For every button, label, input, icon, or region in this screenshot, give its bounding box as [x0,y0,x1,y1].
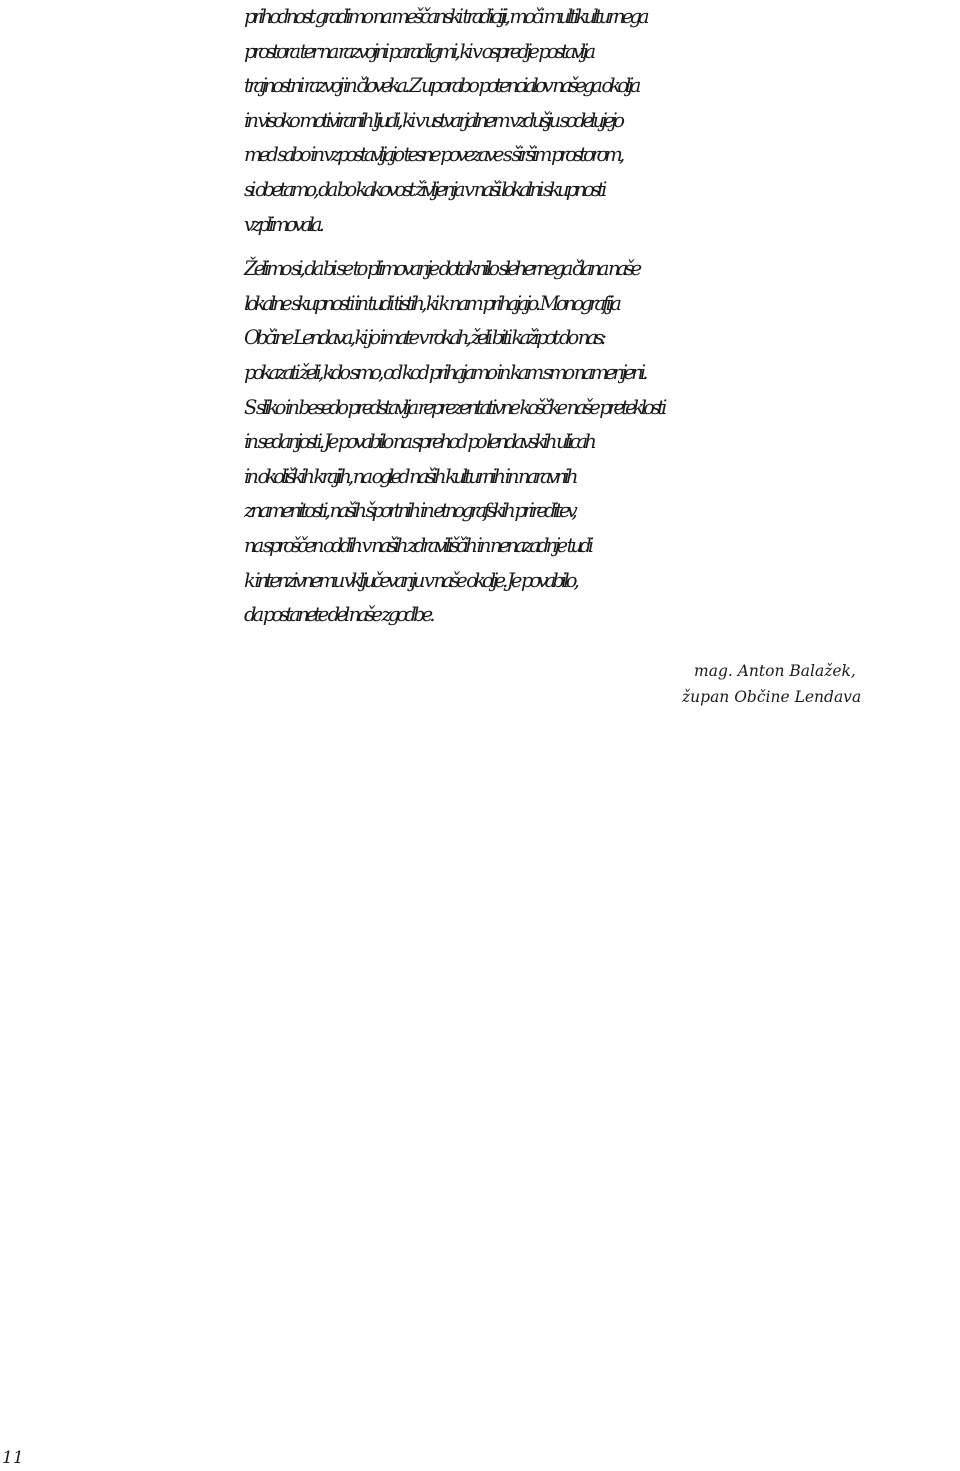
text-line: med sabo in vzpostavljajo tesne povezave s širšim prostorom, [244,143,622,167]
text-line: da postanete del naše zgodbe. [244,603,432,627]
text-line: lokalne skupnosti in tudi tistih, ki k nam prihajajo. Monografija [244,291,618,315]
text-line: S sliko in besedo predstavlja reprezentativne koščke naše preteklosti [244,395,664,419]
paragraph-2 [244,252,960,633]
text-line: pokazati želi, kdo smo, od kod prihajamo in kam smo namenjeni. [244,360,645,384]
text-line: prihodnost gradimo na meščanski tradiciji, moči multikulturnega [244,5,646,28]
paragraph-1 [244,0,960,242]
text-line: in visoko motiviranih ljudi, ki v ustvarjalnem vzdušju sodelujejo [244,108,622,132]
text-line: in sedanjosti. Je povabilo na sprehod po lendavskih ulicah [244,430,594,454]
text-line: na sproščen oddih v naših zdraviliščih in nenazadnje tudi [244,533,591,557]
body-text [244,0,960,633]
signature-block [600,658,930,710]
signature-title: župan Občine Lendava [682,688,862,706]
text-line: Želimo si, da bi se to plimovanje dotaknilo slehernega člana naše [244,257,639,281]
signature-name: mag. Anton Balažek, [694,662,856,680]
text-line: in okoliških krajih, na ogled naših kulturnih in naravnih [244,464,575,488]
text-line: prostora ter na razvojni paradigmi, ki v ospredje postavlja [244,39,593,63]
text-line: trajnostni razvoj in človeka. Z uporabo potencialov našega okolja [244,74,638,98]
text-line: si obetamo, da bo kakovost življenja v naši lokalni skupnosti [244,177,604,201]
text-line: Občine Lendava, ki jo imate v rokah, želi biti kažipot do nas: [244,326,604,350]
text-line: vzplimovala. [244,212,321,236]
page-number: 11 [2,1448,24,1468]
text-line: znamenitosti, naših športnih in etnografskih prireditev, [244,499,574,523]
text-line: k intenzivnemu vključevanju v naše okolje. Je povabilo, [244,568,576,592]
